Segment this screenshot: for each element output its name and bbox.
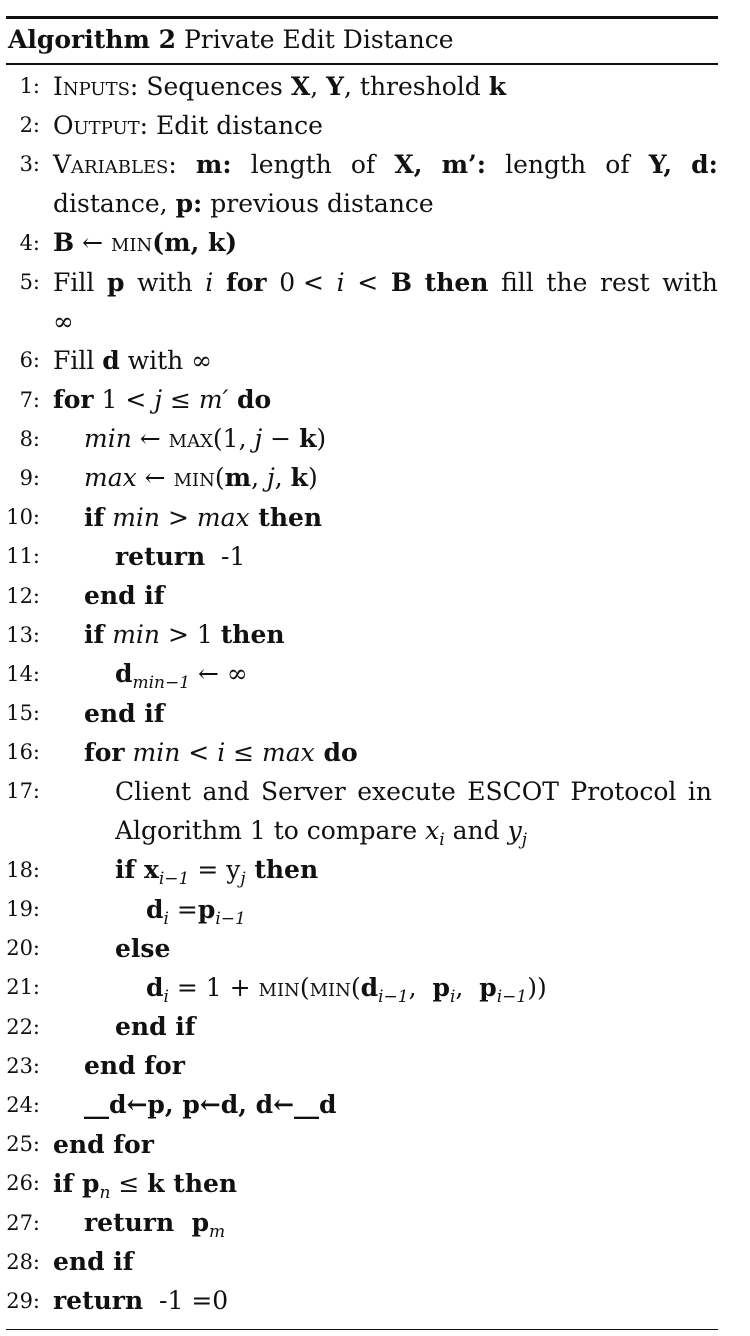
line-content (53, 620, 718, 649)
math: i−1 (158, 869, 190, 890)
var: k (488, 71, 507, 101)
math: min (104, 502, 161, 532)
text: Client (115, 776, 192, 806)
keyword: end if (84, 698, 165, 728)
math: i (439, 830, 445, 851)
line-content (53, 659, 718, 694)
line-number: 12: (6, 583, 40, 608)
math: j (254, 424, 263, 454)
line-content (53, 777, 718, 806)
text: ESCOT (467, 776, 559, 806)
line-content (53, 699, 718, 728)
func: min (258, 972, 300, 1002)
keyword: end if (53, 1247, 134, 1277)
var: d (102, 345, 120, 375)
func: min (173, 463, 215, 493)
var: p (174, 1208, 210, 1238)
math: m (209, 1221, 226, 1242)
text: with (137, 267, 193, 297)
line-content (53, 738, 718, 767)
line-number: 16: (6, 740, 40, 765)
var: k (290, 463, 308, 493)
var: d (115, 659, 133, 689)
var: p (73, 1168, 100, 1198)
text: , (310, 71, 319, 101)
text: Server (260, 776, 346, 806)
line-number: 9: (19, 465, 40, 490)
line-11 (6, 537, 718, 576)
line-content (53, 972, 718, 1007)
line-number: 23: (6, 1053, 40, 1078)
line-content (53, 934, 718, 963)
text: with ∞ (119, 345, 213, 375)
text: < (180, 737, 218, 767)
line-3-continued (6, 184, 718, 223)
line-content (53, 346, 718, 375)
line-15 (6, 694, 718, 733)
var: X, (394, 149, 423, 179)
math: max (262, 737, 315, 767)
line-17-continued (6, 811, 718, 850)
keyword: return (115, 541, 206, 571)
line-number: 1: (19, 74, 40, 99)
text: distance, (53, 189, 168, 219)
text: Edit distance (156, 110, 323, 140)
text: 1 < (93, 385, 155, 415)
text: and (202, 776, 250, 806)
text: = y (189, 855, 241, 885)
line-number: 7: (19, 387, 40, 412)
var: p (479, 972, 497, 1002)
math: m′ (198, 385, 229, 415)
line-29 (6, 1281, 718, 1320)
keyword: then (220, 620, 285, 650)
var: (m, k) (152, 228, 238, 258)
keyword: for (225, 267, 267, 297)
text: fill (501, 267, 534, 297)
line-20 (6, 929, 718, 968)
text: , (408, 972, 433, 1002)
text: -1 (205, 541, 246, 571)
text: ≤ (110, 1168, 148, 1198)
text: 0 < (279, 267, 324, 297)
line-content (53, 1168, 718, 1203)
line-number: 3: (19, 152, 40, 177)
text: ≤ (162, 385, 199, 415)
math: j (240, 869, 246, 890)
var: X (290, 71, 311, 101)
var: k (147, 1168, 165, 1198)
line-16 (6, 733, 718, 772)
line-8 (6, 419, 718, 458)
math: min−1 (132, 673, 191, 694)
text: rest (600, 267, 650, 297)
text: Sequences (146, 71, 283, 101)
text: -1 =0 (143, 1286, 229, 1316)
keyword: end for (84, 1051, 185, 1081)
keyword: then (249, 502, 323, 532)
line-content (53, 72, 718, 101)
math: y (507, 816, 522, 846)
var: p (197, 894, 216, 924)
math: x (425, 816, 440, 846)
text: < (357, 267, 379, 297)
line-content (53, 111, 718, 140)
line-21 (6, 968, 718, 1007)
line-number: 27: (6, 1210, 40, 1235)
text: )) (527, 972, 547, 1002)
text: ) (316, 424, 327, 454)
line-24 (6, 1085, 718, 1124)
keyword: end if (115, 1012, 196, 1042)
keyword: then (424, 267, 489, 297)
var: x (135, 855, 159, 885)
text: , (251, 463, 267, 493)
line-25 (6, 1125, 718, 1164)
math: max (84, 463, 137, 493)
line-number: 8: (19, 426, 40, 451)
text: of (350, 149, 376, 179)
keyword: then (164, 1168, 238, 1198)
text: Algorithm 1 to compare (115, 816, 426, 846)
text: , threshold (344, 71, 481, 101)
text: > 1 (160, 620, 221, 650)
var: d (360, 972, 379, 1002)
caption-title: Private Edit Distance (183, 25, 454, 54)
text: previous distance (210, 189, 434, 219)
line-4 (6, 223, 718, 262)
func: min (309, 972, 351, 1002)
line-number: 21: (6, 975, 40, 1000)
math: i (163, 908, 169, 929)
keyword: if (115, 855, 136, 885)
line-content (53, 894, 718, 929)
line-5 (6, 262, 718, 301)
keyword: if (53, 1168, 74, 1198)
keyword: return (53, 1286, 144, 1316)
keyword: do (314, 737, 358, 767)
line-number: 19: (6, 897, 40, 922)
line-content (53, 816, 718, 851)
text: and (444, 816, 508, 846)
line-9 (6, 458, 718, 497)
line-content (53, 1247, 718, 1276)
keyword: Output: (53, 110, 149, 140)
text: − (262, 424, 300, 454)
math: min (84, 424, 132, 454)
text: ← (136, 463, 174, 493)
math: i (163, 986, 169, 1007)
keyword: do (228, 385, 272, 415)
math: i (449, 986, 456, 1007)
var: d (146, 894, 164, 924)
keyword: end if (84, 581, 165, 611)
math: i−1 (378, 986, 409, 1007)
math: max (196, 502, 250, 532)
math: i (205, 267, 214, 297)
line-number: 10: (6, 505, 40, 530)
math: i−1 (496, 986, 528, 1007)
line-27 (6, 1203, 718, 1242)
line-content (53, 1208, 718, 1242)
line-number: 28: (6, 1249, 40, 1274)
text: ← (74, 228, 111, 258)
keyword: for (53, 385, 94, 415)
line-number: 13: (6, 622, 40, 647)
keyword: return (84, 1208, 175, 1238)
math: j (154, 385, 163, 415)
var: Y, (648, 149, 673, 179)
math: n (99, 1182, 111, 1203)
var: d (146, 972, 164, 1002)
text: Protocol (570, 776, 677, 806)
text: ) (307, 463, 318, 493)
line-number: 22: (6, 1014, 40, 1039)
keyword: else (115, 933, 171, 963)
line-5-continued (6, 302, 718, 341)
line-2 (6, 106, 718, 145)
line-content (53, 1051, 718, 1080)
line-number: 17: (6, 779, 40, 804)
line-6 (6, 341, 718, 380)
keyword: Variables: (53, 149, 177, 179)
line-content (53, 542, 718, 571)
math: j (521, 830, 527, 851)
line-content (53, 189, 718, 218)
text: with (662, 267, 718, 297)
line-number: 25: (6, 1132, 40, 1157)
line-content (53, 1286, 718, 1315)
line-content (53, 1012, 718, 1041)
math: i (217, 737, 226, 767)
line-content (53, 424, 718, 453)
func: max (168, 424, 213, 454)
line-17 (6, 772, 718, 811)
math: min (104, 620, 161, 650)
line-content (53, 268, 718, 297)
line-number: 11: (6, 544, 40, 569)
text: length (250, 149, 332, 179)
line-19 (6, 889, 718, 928)
text: ← (131, 424, 169, 454)
text: in (687, 776, 712, 806)
var: Y (326, 71, 344, 101)
keyword: then (245, 855, 319, 885)
line-18 (6, 850, 718, 889)
algorithm-lines (6, 65, 718, 1329)
text: > (160, 502, 197, 532)
text: , (274, 463, 291, 493)
line-number: 14: (6, 661, 40, 686)
line-content (53, 855, 718, 890)
var: k (299, 424, 317, 454)
line-7 (6, 380, 718, 419)
text: the (546, 267, 588, 297)
var: m: (195, 149, 232, 179)
line-22 (6, 1007, 718, 1046)
line-number: 6: (19, 348, 40, 373)
text: length (505, 149, 587, 179)
algorithm-caption (6, 19, 718, 63)
line-26 (6, 1164, 718, 1203)
text: ≤ (225, 737, 263, 767)
line-content (53, 503, 718, 532)
text: execute (357, 776, 456, 806)
math: min (124, 737, 181, 767)
line-number: 2: (19, 113, 40, 138)
line-number: 26: (6, 1171, 40, 1196)
math: j (266, 463, 275, 493)
text: = (168, 894, 198, 924)
justified-text (115, 777, 712, 806)
algorithm-block (6, 16, 718, 1330)
line-12 (6, 576, 718, 615)
keyword: for (84, 737, 125, 767)
var: p (432, 972, 450, 1002)
keyword: Inputs: (53, 71, 139, 101)
line-content (53, 228, 718, 257)
var: B (390, 267, 413, 297)
func: min (110, 228, 153, 258)
text: ( (214, 463, 225, 493)
var: p (106, 267, 125, 297)
line-number: 5: (19, 270, 40, 295)
caption-label: Algorithm 2 (8, 25, 176, 54)
line-23 (6, 1046, 718, 1085)
line-14 (6, 654, 718, 693)
line-content (53, 581, 718, 610)
text: (1, (212, 424, 255, 454)
keyword: end for (53, 1129, 154, 1159)
line-number: 15: (6, 701, 40, 726)
text: ( (299, 972, 310, 1002)
line-content (53, 1130, 718, 1159)
text: Fill (53, 267, 95, 297)
line-content (53, 150, 718, 179)
text: = 1 + (168, 972, 259, 1002)
text: ( (350, 972, 361, 1002)
bottom-rule (6, 1329, 718, 1331)
text: Fill (53, 345, 103, 375)
var: B (53, 228, 75, 258)
line-number: 24: (6, 1092, 40, 1117)
line-3 (6, 145, 718, 184)
text: of (605, 149, 630, 179)
var: d: (691, 149, 718, 179)
keyword: if (84, 620, 105, 650)
line-number: 18: (6, 857, 40, 882)
line-1 (6, 67, 718, 106)
line-10 (6, 498, 718, 537)
text: , (455, 972, 480, 1002)
line-number: 29: (6, 1288, 40, 1313)
text: ← ∞ (190, 659, 248, 689)
var: __d←p, p←d, d←__d (84, 1090, 337, 1120)
math: i−1 (215, 908, 246, 929)
line-number: 4: (19, 230, 40, 255)
keyword: if (84, 502, 105, 532)
line-content (53, 385, 718, 414)
line-28 (6, 1242, 718, 1281)
var: m’: (441, 149, 486, 179)
var: p: (175, 189, 203, 219)
line-number: 20: (6, 936, 40, 961)
var: m (224, 463, 252, 493)
line-13 (6, 615, 718, 654)
line-content (53, 463, 718, 492)
line-content (53, 1090, 718, 1119)
math: i (336, 267, 345, 297)
line-content: ∞ (53, 306, 74, 336)
